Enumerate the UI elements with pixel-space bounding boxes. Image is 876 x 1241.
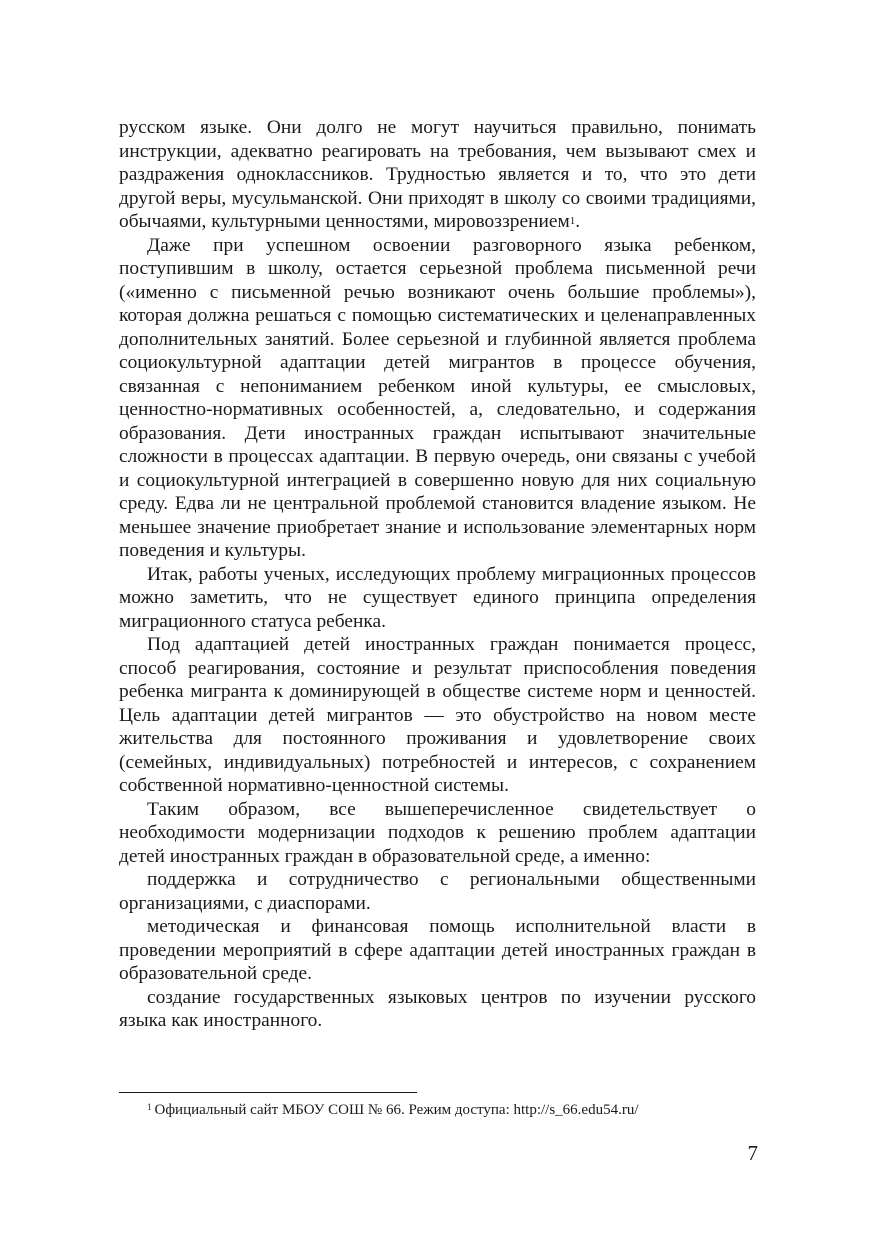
paragraph: Даже при успешном освоении разговорного языка ребенком, поступившим в школу, остается серьезной проблема письменной речи («именно с письменной речью возникают очень большие проблемы»), которая должна решаться с помощью систематических и целенаправленных дополнительных занятий. Более серьезной и глубинной является проблема социокультурной адаптации детей мигрантов в процессе обучения, связанная с непониманием ребенком иной культуры, ее смысловых, ценностно-нормативных особенностей, а, следовательно, и содержания образования. Дети иностранных граждан испытывают значительные сложности в процессах адаптации. В первую очередь, они связаны с учебой и социокультурной интеграцией в совершенно новую для них социальную среду. Едва ли не центральной проблемой становится владение языком. Не меньшее значение приобретает знание и использование элементарных норм поведения и культуры. bbox=[119, 234, 756, 561]
footnote-divider bbox=[119, 1092, 417, 1093]
list-item: создание государственных языковых центров по изучении русского языка как иностранного. bbox=[119, 986, 756, 1031]
list-item: поддержка и сотрудничество с региональными общественными организациями, с диаспорами. bbox=[119, 869, 756, 914]
footnote-marker: 1 bbox=[147, 1102, 152, 1112]
page-number: 7 bbox=[747, 1141, 758, 1165]
list-item: методическая и финансовая помощь исполнительной власти в проведении мероприятий в сфере адаптации детей иностранных граждан в образовательной среде. bbox=[119, 916, 756, 984]
footnote bbox=[147, 1101, 767, 1119]
paragraph: Итак, работы ученых, исследующих проблему миграционных процессов можно заметить, что не существует единого принципа определения миграционного статуса ребенка. bbox=[119, 563, 756, 632]
paragraph: Таким образом, все вышеперечисленное свидетельствует о необходимости модернизации подходов к решению проблем адаптации детей иностранных граждан в образовательной среде, а именно: bbox=[119, 798, 756, 867]
paragraph bbox=[119, 116, 756, 234]
body-text bbox=[119, 116, 756, 1033]
paragraph-end-punctuation: . bbox=[575, 211, 581, 232]
paragraph-text: русском языке. Они долго не могут научиться правильно, понимать инструкции, адекватно реагировать на требования, чем вызывают смех и раздражения одноклассников. Трудностью является и то, что это дети другой веры, мусульманской. Они приходят в школу со своими традициями, обычаями, культурными ценностями, мировоззрением bbox=[119, 117, 756, 232]
footnote-reference[interactable]: 1 bbox=[569, 215, 576, 227]
footnote-text: Официальный сайт МБОУ СОШ № 66. Режим доступа: http://s_66.edu54.ru/ bbox=[154, 1102, 639, 1118]
paragraph: Под адаптацией детей иностранных граждан понимается процесс, способ реагирования, состояние и результат приспособления поведения ребенка мигранта к доминирующей в обществе системе норм и ценностей. Цель адаптации детей мигрантов — это обустройство на новом месте жительства для постоянного проживания и удовлетворение своих (семейных, индивидуальных) потребностей и интересов, с сохранением собственной нормативно-ценностной системы. bbox=[119, 634, 756, 796]
